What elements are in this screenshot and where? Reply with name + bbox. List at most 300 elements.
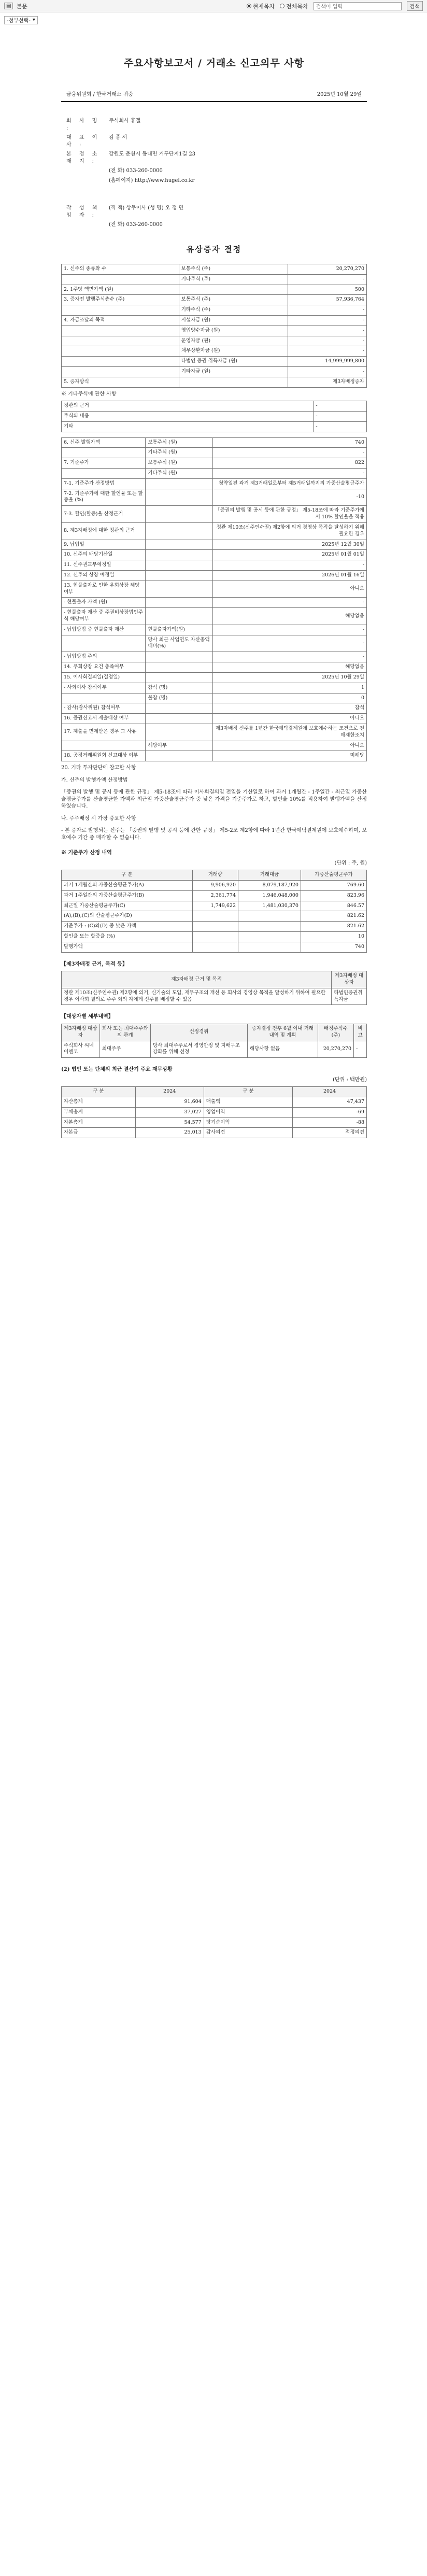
report-date: 2025년 10월 29일 <box>317 91 362 97</box>
calc-unit: (단위 : 주, 원) <box>334 860 367 866</box>
table-header-row <box>62 1024 367 1041</box>
table-cell: 14. 우회상장 요건 충족여부 <box>62 662 146 673</box>
table-cell: 740 <box>212 437 366 448</box>
table-row <box>62 325 367 336</box>
body-label[interactable]: 본문 <box>16 3 27 10</box>
table-cell: 아니오 <box>212 581 366 598</box>
table-header-cell: 거래량 <box>192 870 238 881</box>
table-cell <box>146 560 212 571</box>
table-cell: 정관의 근거 <box>62 401 314 412</box>
table-cell: 참석 (명) <box>146 683 212 693</box>
table-cell: 해당없음 <box>212 608 366 625</box>
table-row <box>62 625 367 635</box>
calc-title: ※ 기준주가 산정 내역 <box>61 850 112 856</box>
table-row <box>62 522 367 540</box>
table-cell: 당사 최대주주로서 경영안정 및 지배구조 강화를 위해 선정 <box>150 1041 247 1058</box>
table-cell: 부채총계 <box>62 1107 136 1117</box>
table-cell: 57,936,764 <box>288 295 367 305</box>
table-cell: 7. 기준주가 <box>62 458 146 469</box>
table-cell <box>62 357 179 367</box>
table-cell: 1. 신주의 종류와 수 <box>62 264 179 274</box>
table-cell: - <box>288 305 367 316</box>
table-header-cell: 2024 <box>135 1087 204 1097</box>
table-cell: 기타주식 (주) <box>179 274 288 285</box>
table-row <box>62 703 367 714</box>
table-cell: 54,577 <box>135 1117 204 1128</box>
table-cell: 주식의 내용 <box>62 411 314 421</box>
table-cell: 발행가액 <box>62 942 193 952</box>
table-cell: 자산총계 <box>62 1097 136 1108</box>
table-row <box>62 1041 367 1058</box>
table-cell: - <box>212 469 366 479</box>
table-cell <box>238 942 301 952</box>
table-cell <box>238 922 301 932</box>
table-cell: 아니오 <box>212 741 366 751</box>
misc-table <box>61 401 367 432</box>
table-cell <box>146 489 212 506</box>
table-cell: 5. 증자방식 <box>62 377 179 387</box>
table-row <box>62 751 367 761</box>
table-cell: 아니오 <box>212 714 366 724</box>
table-cell: 제3자배정 신주를 1년간 한국예탁결제원에 보호예수하는 조건으로 전매제한조치 <box>212 724 366 741</box>
target-title: 【대상자별 세부내역】 <box>61 1014 113 1020</box>
table-cell <box>146 652 212 662</box>
table-header-cell: 구 분 <box>62 870 193 881</box>
basis-title: 【제3자배정 근거, 목적 등】 <box>61 961 127 967</box>
table-cell: 822 <box>212 458 366 469</box>
table-cell <box>146 672 212 683</box>
table-cell: 2025년 01월 01일 <box>212 550 366 560</box>
table-cell: 20,270,270 <box>288 264 367 274</box>
table-row <box>62 401 367 412</box>
table-row <box>62 411 367 421</box>
table-cell: - <box>288 336 367 346</box>
table-cell: (A),(B),(C)의 산술평균주가(D) <box>62 911 193 922</box>
table-cell: - 현물출자 재산 중 주권비상장법인주식 해당여부 <box>62 608 146 625</box>
other-stock-note: ※ 기타주식에 관한 사항 <box>61 391 117 397</box>
toolbar-left <box>4 2 27 10</box>
table-cell: 10 <box>301 932 366 942</box>
ceo-label: 대 표 이 사 : <box>66 135 101 148</box>
table-cell <box>179 377 288 387</box>
table-cell <box>146 751 212 761</box>
table-cell: 기타주식 (원) <box>146 448 212 458</box>
table-cell: 2. 1주당 액면가액 (원) <box>62 285 179 295</box>
table-cell: 채무상환자금 (원) <box>179 346 288 357</box>
schedule-note: 20. 기타 투자판단에 참고할 사항 <box>61 765 136 771</box>
table-cell: -10 <box>212 489 366 506</box>
hq-tel: (전 화) 033-260-0000 <box>109 168 163 174</box>
table-cell <box>62 346 179 357</box>
table-header-cell: 거래대금 <box>238 870 301 881</box>
table-cell: 47,437 <box>293 1097 367 1108</box>
table-cell <box>62 336 179 346</box>
table-cell: -69 <box>293 1107 367 1117</box>
table-cell <box>146 598 212 608</box>
table-row <box>62 890 367 901</box>
table-row <box>62 988 367 1005</box>
divider <box>61 101 367 102</box>
table-cell <box>62 741 146 751</box>
table-cell: - <box>354 1041 367 1058</box>
table-row <box>62 560 367 571</box>
table-cell: 보통주식 (주) <box>179 264 288 274</box>
table-cell: - 납입방법 중 현물출자 재산 <box>62 625 146 635</box>
table-cell: - 사외이사 참석여부 <box>62 683 146 693</box>
table-cell: 참석 <box>212 703 366 714</box>
table-cell: 보통주식 (주) <box>179 295 288 305</box>
table-row <box>62 336 367 346</box>
table-cell: 불참 (명) <box>146 693 212 703</box>
table-cell: 9,906,920 <box>192 881 238 891</box>
table-row <box>62 911 367 922</box>
table-cell <box>146 714 212 724</box>
table-cell: 2025년 10월 29일 <box>212 672 366 683</box>
table-header-cell: 제3자배정 근거 및 목적 <box>62 971 332 988</box>
table-row <box>62 367 367 377</box>
table-cell: 823.96 <box>301 890 366 901</box>
table-cell: - <box>314 411 367 421</box>
table-cell <box>146 703 212 714</box>
table-cell: 자본금 <box>62 1128 136 1138</box>
table-cell: 감사의견 <box>204 1128 292 1138</box>
table-cell: 당사 최근 사업연도 자산총액 대비(%) <box>146 635 212 652</box>
table-row <box>62 1097 367 1108</box>
table-cell: 8,079,187,920 <box>238 881 301 891</box>
table-cell: 「증권의 발행 및 공시 등에 관한 규정」 제5-18조에 따라 기준주가에서 10% 할인율을 적용 <box>212 506 366 523</box>
table-cell: 적정의견 <box>293 1128 367 1138</box>
table-cell <box>146 540 212 550</box>
table-cell: - <box>288 315 367 325</box>
table-header-cell: 제3자배정 대상자 <box>62 1024 100 1041</box>
table-row <box>62 305 367 316</box>
table-cell: 10. 신주의 배당기산일 <box>62 550 146 560</box>
table-cell <box>62 367 179 377</box>
table-row <box>62 295 367 305</box>
table-cell: 운영자금 (원) <box>179 336 288 346</box>
notes-paragraphs <box>61 777 367 842</box>
table-cell: 정관 제10조(신주인수권) 제2항에 의거 경영상 목적을 달성하기 위해 필요한 경우 <box>212 522 366 540</box>
toolbar-right <box>247 1 423 11</box>
table-row <box>62 714 367 724</box>
table-cell: 할인율 또는 할증율 (%) <box>62 932 193 942</box>
table-cell: 영업양수자금 (원) <box>179 325 288 336</box>
table-cell: - 감사(감사위원) 참석여부 <box>62 703 146 714</box>
table-cell: 최대주주 <box>99 1041 150 1058</box>
document-icon[interactable]: ▤ <box>4 3 13 9</box>
table-cell: - <box>212 625 366 635</box>
hq-label: 본 점 소 재 지 : <box>66 151 101 164</box>
table-row <box>62 1107 367 1117</box>
table-cell: 현물출자가액(원) <box>146 625 212 635</box>
table-cell: 12. 신주의 상장 예정일 <box>62 570 146 581</box>
table-row <box>62 881 367 891</box>
table-cell: 시설자금 (원) <box>179 315 288 325</box>
table-cell <box>62 325 179 336</box>
table-row <box>62 346 367 357</box>
radio-all-toc[interactable]: 전체목차 <box>280 2 308 10</box>
table-cell <box>62 635 146 652</box>
recipient: 금융위원회 / 한국거래소 귀중 <box>66 91 133 97</box>
table-cell: 기타주식 (주) <box>179 305 288 316</box>
table-row <box>62 478 367 489</box>
table-row <box>62 458 367 469</box>
table-cell <box>146 581 212 598</box>
table-cell: 14,999,999,800 <box>288 357 367 367</box>
search-input[interactable]: 검색어 입력 <box>314 2 402 10</box>
attachment-bar <box>0 12 427 24</box>
table-header-cell: 증자결정 전후 6월 이내 거래내역 및 계획 <box>247 1024 318 1041</box>
table-cell <box>192 932 238 942</box>
table-cell: 9. 납입일 <box>62 540 146 550</box>
table-cell: 해당없음 <box>212 662 366 673</box>
table-cell: 7-3. 할인(할증)율 산정근거 <box>62 506 146 523</box>
writer: (직 책) 상무이사 (성 명) 오 정 민 <box>109 205 184 211</box>
table-cell: 기타 <box>62 421 314 432</box>
fin-title: (2) 법인 또는 단체의 최근 결산기 주요 재무상황 <box>61 1067 173 1073</box>
table-cell: 740 <box>301 942 366 952</box>
table-cell: 37,027 <box>135 1107 204 1117</box>
table-cell: 17. 제출을 면제받은 경우 그 사유 <box>62 724 146 741</box>
table-cell: 1 <box>212 683 366 693</box>
report-document <box>61 31 367 1138</box>
paragraph: 나. 주주배정 시 가장 중요한 사항 <box>61 815 136 822</box>
table-cell <box>192 911 238 922</box>
table-header-cell: 비고 <box>354 1024 367 1041</box>
table-cell <box>238 932 301 942</box>
paragraph: 가. 신주의 발행가액 산정방법 <box>61 777 128 783</box>
table-cell: 20,270,270 <box>318 1041 353 1058</box>
table-cell: - <box>314 421 367 432</box>
table-cell: - <box>314 401 367 412</box>
table-cell <box>146 662 212 673</box>
table-row <box>62 274 367 285</box>
section-title: 유상증자 결정 <box>186 244 242 254</box>
table-header-row <box>62 971 367 988</box>
table-row <box>62 421 367 432</box>
table-cell <box>62 693 146 703</box>
table-cell: 자본총계 <box>62 1117 136 1128</box>
table-row <box>62 598 367 608</box>
table-cell: - 납입방법 주의 <box>62 652 146 662</box>
table-cell: 2026년 01월 16일 <box>212 570 366 581</box>
table-cell: 해당여부 <box>146 741 212 751</box>
table-cell: - <box>212 635 366 652</box>
table-row <box>62 683 367 693</box>
table-header-cell: 구 분 <box>204 1087 292 1097</box>
company-info <box>61 118 367 229</box>
table-row <box>62 550 367 560</box>
writer-tel: (전 화) 033-260-0000 <box>109 222 163 228</box>
table-row <box>62 672 367 683</box>
table-cell: 15. 이사회결의일(결정일) <box>62 672 146 683</box>
table-cell: 매출액 <box>204 1097 292 1108</box>
homepage[interactable]: (홈페이지) http://www.hugel.co.kr <box>109 177 195 183</box>
table-row <box>62 285 367 295</box>
table-cell <box>146 608 212 625</box>
table-cell <box>192 942 238 952</box>
price-table <box>61 437 367 762</box>
table-row <box>62 608 367 625</box>
table-cell: 보통주식 (원) <box>146 437 212 448</box>
basis-table <box>61 971 367 1005</box>
table-cell: 13. 현물출자로 인한 우회상장 해당여부 <box>62 581 146 598</box>
table-cell: 11. 신주권교부예정일 <box>62 560 146 571</box>
table-cell <box>146 522 212 540</box>
table-cell: 제3자배정증자 <box>288 377 367 387</box>
writer-label: 작 성 책 임 자 : <box>66 205 101 218</box>
table-header-cell: 2024 <box>293 1087 367 1097</box>
table-cell: - <box>212 598 366 608</box>
table-row <box>62 264 367 274</box>
table-row <box>62 693 367 703</box>
table-cell: 7-2. 기준주가에 대한 할인율 또는 할증율 (%) <box>62 489 146 506</box>
table-cell: 1,946,048,000 <box>238 890 301 901</box>
table-cell <box>146 724 212 741</box>
target-table <box>61 1024 367 1058</box>
table-cell: 16. 증권신고서 제출대상 여부 <box>62 714 146 724</box>
table-row <box>62 635 367 652</box>
table-row <box>62 724 367 741</box>
table-row <box>62 506 367 523</box>
table-row <box>62 357 367 367</box>
table-cell <box>238 911 301 922</box>
table-cell: 보통주식 (원) <box>146 458 212 469</box>
table-cell <box>146 570 212 581</box>
hq-address: 강원도 춘천시 동내면 거두단지1길 23 <box>109 151 196 158</box>
table-row <box>62 1128 367 1138</box>
table-row <box>62 662 367 673</box>
table-cell <box>179 285 288 295</box>
table-cell: 기준주가 : (C)와(D) 중 낮은 가액 <box>62 922 193 932</box>
table-cell: 기타자금 (원) <box>179 367 288 377</box>
table-row <box>62 489 367 506</box>
viewer-toolbar <box>0 0 427 12</box>
table-row <box>62 922 367 932</box>
table-cell: 해당사항 없음 <box>247 1041 318 1058</box>
table-cell: 7-1. 기준주가 산정방법 <box>62 478 146 489</box>
fin-unit: (단위 : 백만원) <box>333 1077 367 1083</box>
table-cell: 주식회사 씨네이엔코 <box>62 1041 100 1058</box>
search-button[interactable]: 검색 <box>407 1 423 11</box>
table-cell: 미해당 <box>212 751 366 761</box>
table-cell: 18. 공정거래위원회 신고대상 여부 <box>62 751 146 761</box>
table-cell: 0 <box>212 693 366 703</box>
table-cell <box>146 506 212 523</box>
table-header-cell: 선정경위 <box>150 1024 247 1041</box>
table-cell: - <box>288 367 367 377</box>
calc-table <box>61 870 367 953</box>
table-cell: 8. 제3자배정에 대한 정관의 근거 <box>62 522 146 540</box>
table-cell: 기타주식 (원) <box>146 469 212 479</box>
table-cell: - <box>288 325 367 336</box>
table-row <box>62 315 367 325</box>
table-cell: 과거 1주일간의 가중산술평균주가(B) <box>62 890 193 901</box>
table-row <box>62 932 367 942</box>
table-cell: 최근일 가중산술평균주가(C) <box>62 901 193 911</box>
ceo-name: 김 종 서 <box>109 135 127 141</box>
table-cell: - <box>288 346 367 357</box>
table-cell: 769.60 <box>301 881 366 891</box>
table-cell <box>62 448 146 458</box>
table-cell: 821.62 <box>301 922 366 932</box>
table-cell: 타법인 증권 취득자금 (원) <box>179 357 288 367</box>
table-header-cell: 회사 또는 최대주주와의 관계 <box>99 1024 150 1041</box>
table-cell: 청약일전 과거 제3거래일로부터 제5거래일까지의 가중산술평균주가 <box>212 478 366 489</box>
table-cell <box>62 469 146 479</box>
table-cell: 과거 1개월간의 가중산술평균주가(A) <box>62 881 193 891</box>
table-row <box>62 540 367 550</box>
table-cell <box>192 922 238 932</box>
paragraph: 「증권의 발행 및 공시 등에 관한 규정」 제5-18조에 따라 이사회결의일 전일을 기산일로 하여 과거 1개월간 - 1주일간 - 최근일 가중산술평균주가를 산술평균한 가액과 최근일 가중산술평균주가 중 낮은 가격을 기준주가로 하고, 할인율 10%를 적용하여 발행가액을 산정하였습니다. <box>61 789 367 810</box>
table-row <box>62 377 367 387</box>
table-cell: - 현물출자 가액 (원) <box>62 598 146 608</box>
table-cell: 2,361,774 <box>192 890 238 901</box>
table-cell: -88 <box>293 1117 367 1128</box>
table-cell <box>62 274 179 285</box>
table-row <box>62 652 367 662</box>
table-header-row <box>62 1087 367 1097</box>
table-cell: 4. 자금조달의 목적 <box>62 315 179 325</box>
table-cell: 1,481,030,370 <box>238 901 301 911</box>
table-row <box>62 437 367 448</box>
table-header-cell: 배정주식수(주) <box>318 1024 353 1041</box>
table-cell: 500 <box>288 285 367 295</box>
radio-current-toc[interactable]: 현재목차 <box>247 2 275 10</box>
table-cell: 25,013 <box>135 1128 204 1138</box>
table-row <box>62 942 367 952</box>
table-cell: 1,749,622 <box>192 901 238 911</box>
table-row <box>62 448 367 458</box>
table-cell <box>62 305 179 316</box>
company-name: 주식회사 휴젤 <box>109 118 141 124</box>
main-table <box>61 264 367 388</box>
table-row <box>62 469 367 479</box>
table-cell: 2025년 12월 30일 <box>212 540 366 550</box>
table-cell: - <box>288 274 367 285</box>
table-header-row <box>62 870 367 881</box>
attachment-select[interactable]: -첨부선택- ▾ <box>4 16 38 24</box>
table-header-cell: 구 분 <box>62 1087 136 1097</box>
table-cell: 타법인증권취득자금 <box>332 988 367 1005</box>
table-row <box>62 581 367 598</box>
table-cell: - <box>212 652 366 662</box>
table-cell: 영업이익 <box>204 1107 292 1117</box>
fin-table <box>61 1086 367 1138</box>
table-cell: 91,604 <box>135 1097 204 1108</box>
table-cell: 3. 증자전 발행주식총수 (주) <box>62 295 179 305</box>
company-label: 회 사 명 : <box>66 118 101 131</box>
table-cell: 6. 신주 발행가액 <box>62 437 146 448</box>
table-cell: 당기순이익 <box>204 1117 292 1128</box>
radio-dot-icon[interactable] <box>280 4 284 8</box>
table-cell: - <box>212 560 366 571</box>
report-title: 주요사항보고서 / 거래소 신고의무 사항 <box>123 58 305 69</box>
table-header-cell: 제3자배정 대상자 <box>332 971 367 988</box>
table-cell <box>146 478 212 489</box>
radio-dot-icon[interactable] <box>247 4 251 8</box>
chevron-down-icon: ▾ <box>32 17 35 23</box>
table-row <box>62 901 367 911</box>
table-cell: - <box>212 448 366 458</box>
recipient-line <box>61 91 367 98</box>
table-cell: 846.57 <box>301 901 366 911</box>
table-cell <box>146 550 212 560</box>
table-row <box>62 1117 367 1128</box>
table-cell: 821.62 <box>301 911 366 922</box>
paragraph: - 본 증자로 발행되는 신주는 「증권의 발행 및 공시 등에 관한 규정」 제5-2조 제2항에 따라 1년간 한국예탁결제원에 보호예수하며, 보호예수 기간 중 매각할 수 없습니다. <box>61 828 367 841</box>
table-row <box>62 570 367 581</box>
